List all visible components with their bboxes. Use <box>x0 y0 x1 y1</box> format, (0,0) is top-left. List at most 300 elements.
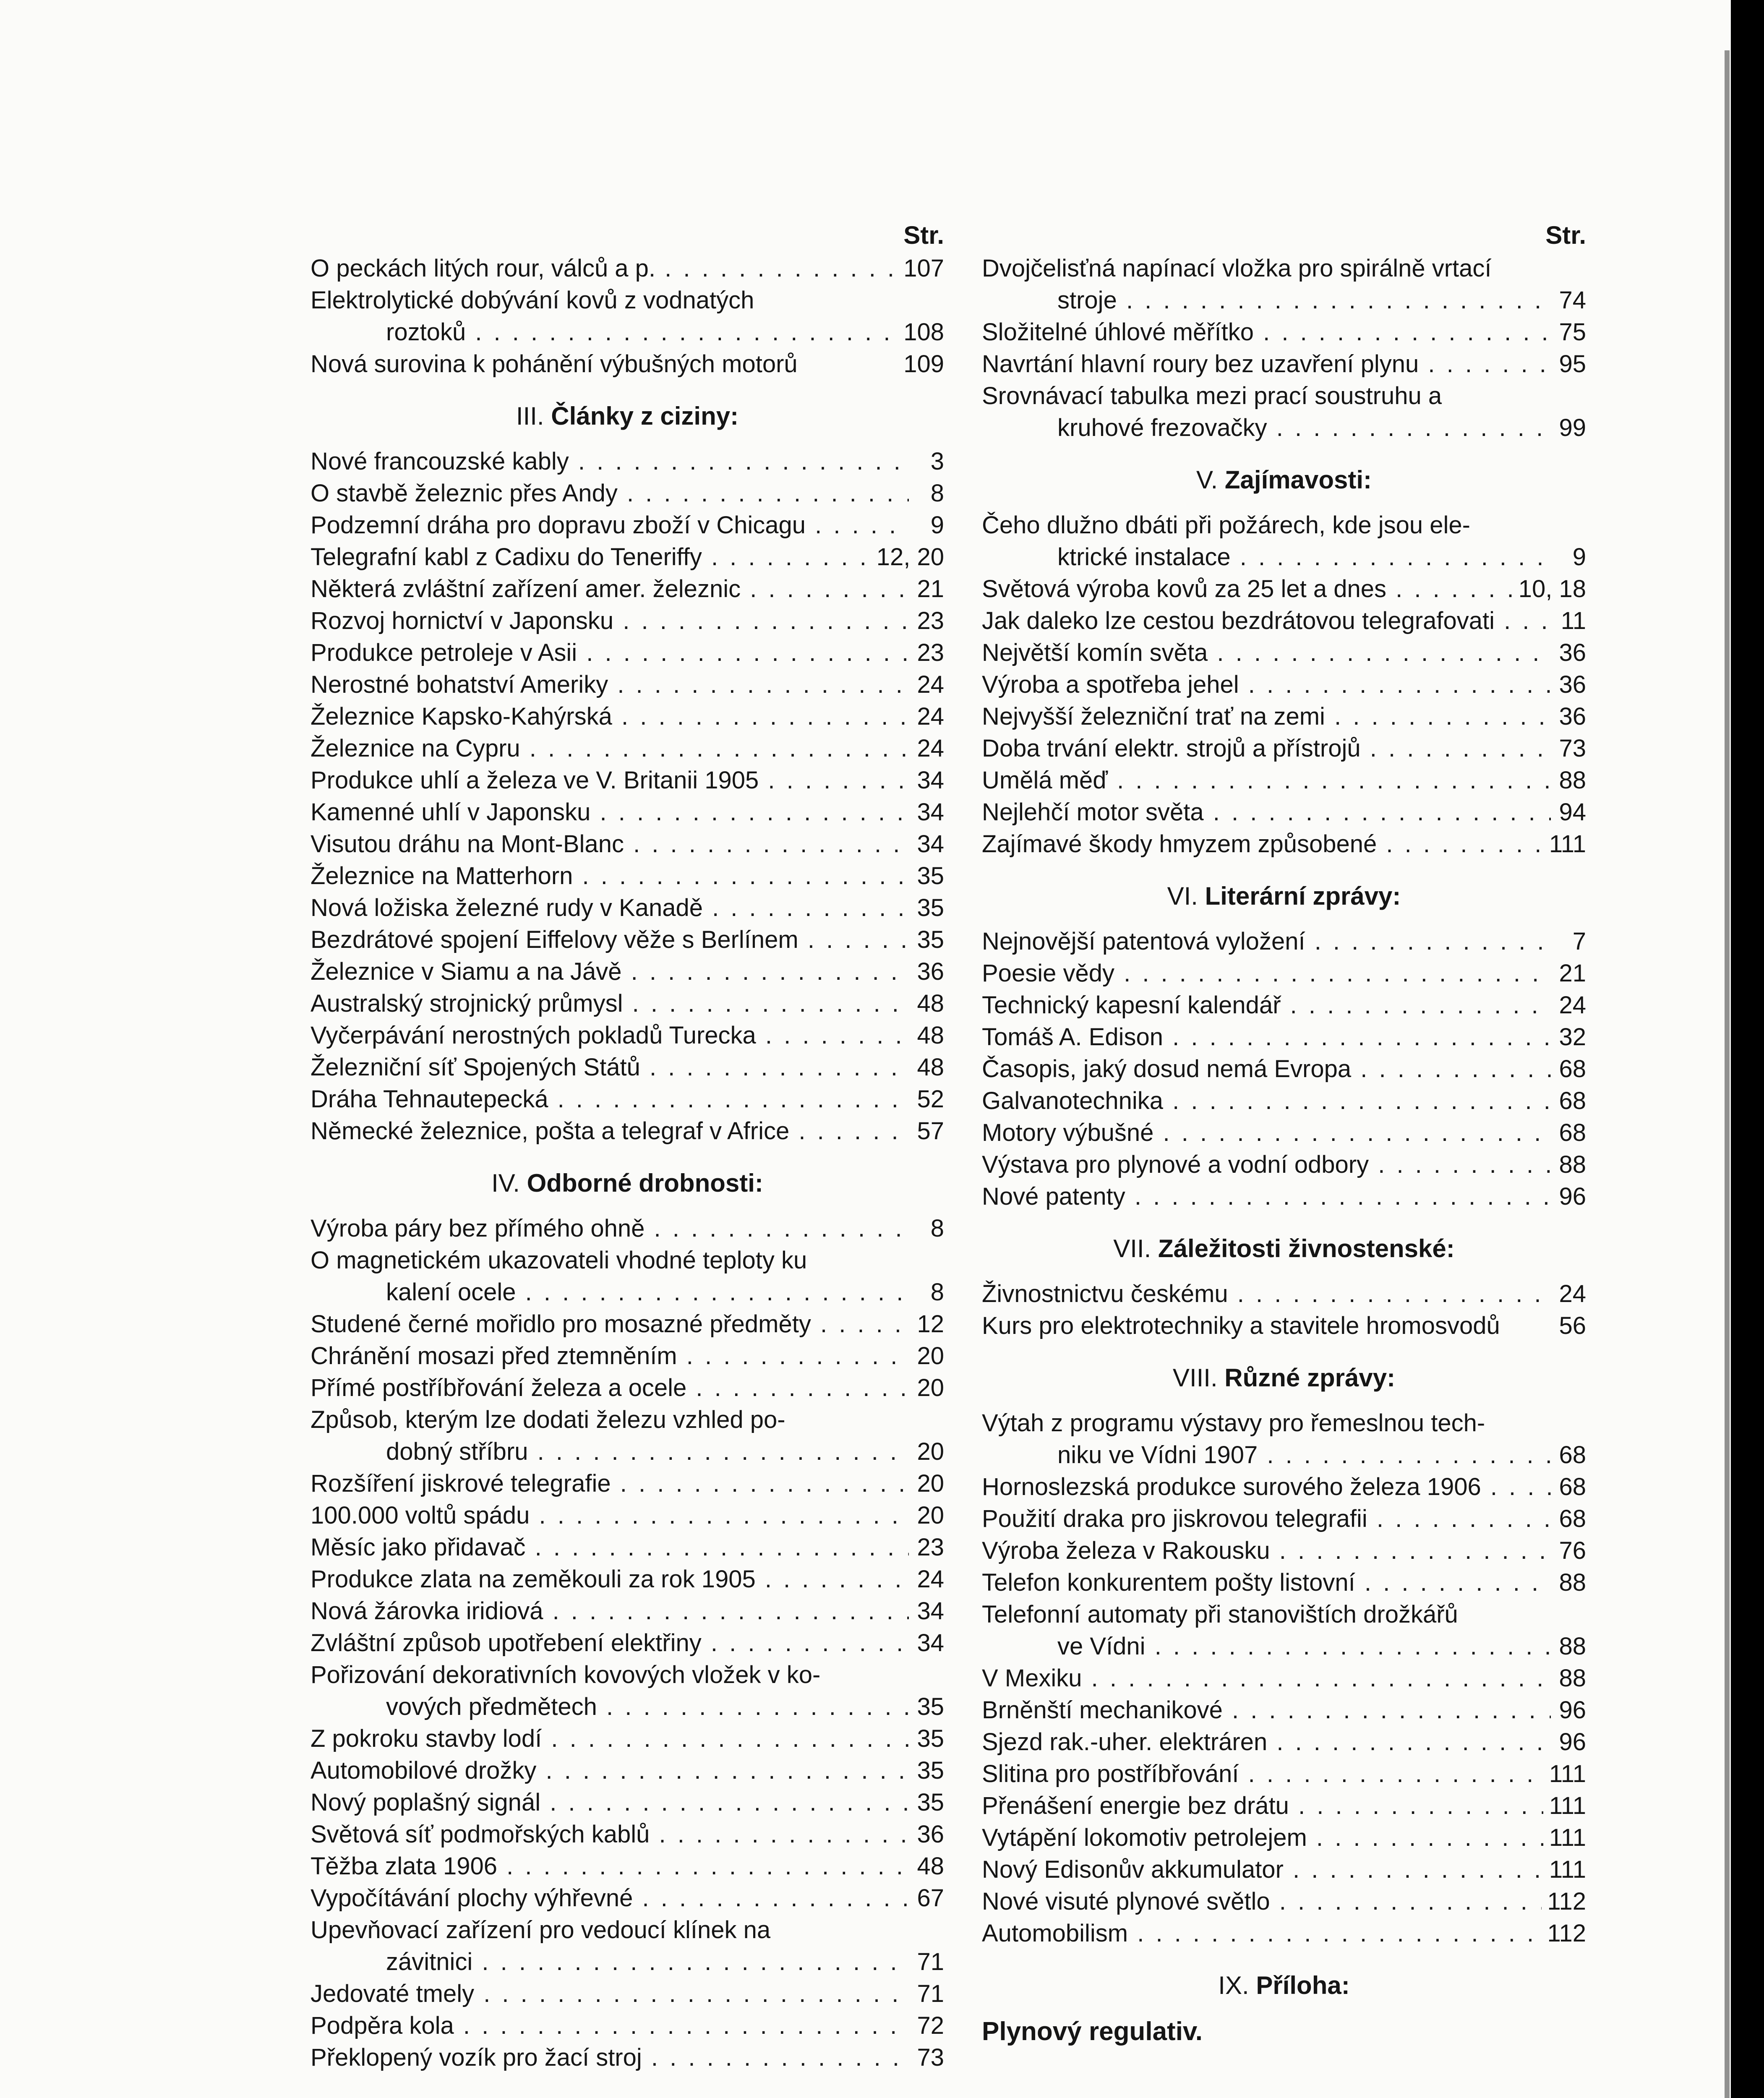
entry-title: Nový poplašný signál . . . <box>311 1787 909 1819</box>
toc-entry <box>311 284 944 348</box>
toc-entry <box>311 637 944 669</box>
entry-title: Podpěra kola . . . <box>311 2010 909 2042</box>
toc-entry <box>311 573 944 605</box>
entry-title: 100.000 voltů spádu . . . <box>311 1500 909 1532</box>
entry-page: 52 <box>909 1083 944 1115</box>
entry-page: 57 <box>909 1115 944 1147</box>
entry-page: 20 <box>909 1340 944 1372</box>
entry-title: Výroba a spotřeba jehel . . . <box>982 669 1551 701</box>
entry-page: 111 <box>1543 828 1586 860</box>
entry-page: 21 <box>1551 958 1586 989</box>
toc-entry <box>311 1914 944 1978</box>
toc-entry <box>311 541 944 573</box>
entry-title-continued: roztoků . . . <box>311 316 898 348</box>
entry-page: 111 <box>1543 1758 1586 1790</box>
page-column-label: Str. <box>903 221 944 249</box>
entry-page: 12, 20 <box>871 541 944 573</box>
entry-page: 35 <box>909 1755 944 1787</box>
entry-title: Výroba páry bez přímého ohně . . . <box>311 1213 909 1245</box>
entry-page: 36 <box>1551 637 1586 669</box>
section-entries <box>311 1213 944 2074</box>
entry-title: Těžba zlata 1906 . . . <box>311 1850 909 1882</box>
entry-title: Železnice v Siamu a na Jávě . . . <box>311 956 909 988</box>
entry-page: 94 <box>1551 796 1586 828</box>
entry-page: 9 <box>1551 541 1586 573</box>
toc-entry <box>982 828 1586 860</box>
toc-entry <box>982 1790 1586 1822</box>
toc-entry <box>311 860 944 892</box>
entry-page: 76 <box>1551 1535 1586 1567</box>
entry-title: Nejvyšší železniční trať na zemi . . . <box>982 701 1551 733</box>
entry-page: 111 <box>1543 1854 1586 1886</box>
section-title: Články z ciziny: <box>551 402 739 430</box>
entry-title-continued: stroje . . . <box>982 284 1551 316</box>
entry-title-continued: dobný stříbru . . . <box>311 1436 909 1468</box>
toc-entry <box>311 509 944 541</box>
section-heading <box>982 1361 1586 1395</box>
toc-entry <box>982 1886 1586 1918</box>
toc-entry <box>311 669 944 701</box>
entry-page: 34 <box>909 1595 944 1627</box>
toc-entry <box>982 1407 1586 1471</box>
entry-title: Telegrafní kabl z Cadixu do Teneriffy . . . <box>311 541 871 573</box>
entry-title: Měsíc jako přidavač . . . <box>311 1532 909 1563</box>
entry-title: Upevňovací zařízení pro vedoucí klínek na <box>311 1916 771 1944</box>
toc-entry <box>982 765 1586 796</box>
toc-entry <box>982 669 1586 701</box>
entry-title: Galvanotechnika . . . <box>982 1085 1551 1117</box>
toc-entry <box>982 1822 1586 1854</box>
section-entries <box>982 926 1586 1213</box>
entry-title-continued: kalení ocele . . . <box>311 1276 909 1308</box>
entry-page: 96 <box>1551 1181 1586 1213</box>
entry-page: 34 <box>909 828 944 860</box>
entry-page: 23 <box>909 605 944 637</box>
toc-entry <box>311 1787 944 1819</box>
section-heading <box>982 879 1586 913</box>
entry-page: 96 <box>1551 1726 1586 1758</box>
entry-title: Telefonní automaty při stanovištích drožkářů <box>982 1601 1458 1628</box>
section-number: IV. <box>491 1169 520 1197</box>
section-entries <box>311 446 944 1147</box>
toc-entry <box>311 2042 944 2074</box>
entry-page: 48 <box>909 1850 944 1882</box>
entry-title: Nejlehčí motor světa . . . <box>982 796 1551 828</box>
entry-title-continued: vových předmětech . . . <box>311 1691 909 1723</box>
entry-title: Vyčerpávání nerostných pokladů Turecka . . . <box>311 1020 909 1052</box>
entry-page: 112 <box>1542 1886 1586 1918</box>
left-column <box>311 218 944 2074</box>
toc-entry <box>982 1085 1586 1117</box>
entry-page: 48 <box>909 1020 944 1052</box>
entry-page: 35 <box>909 892 944 924</box>
entry-title: Železnice na Matterhorn . . . <box>311 860 909 892</box>
entry-page: 88 <box>1551 765 1586 796</box>
toc-entry <box>311 701 944 733</box>
toc-entry <box>311 1052 944 1083</box>
section-title: Záležitosti živnostenské: <box>1158 1234 1455 1263</box>
entry-title: Způsob, kterým lze dodati železu vzhled po- <box>311 1406 785 1433</box>
entry-page: 3 <box>909 446 944 478</box>
toc-entry <box>311 1083 944 1115</box>
entry-page: 21 <box>909 573 944 605</box>
entry-title: Srovnávací tabulka mezi prací soustruhu a <box>982 382 1442 410</box>
entry-page: 23 <box>909 637 944 669</box>
entry-page: 20 <box>909 1468 944 1500</box>
entry-title: Australský strojnický průmysl . . . <box>311 988 909 1020</box>
entry-title: Nové patenty . . . <box>982 1181 1551 1213</box>
toc-entry <box>311 828 944 860</box>
entry-page: 88 <box>1551 1567 1586 1599</box>
entry-title: Výtah z programu výstavy pro řemeslnou tech- <box>982 1409 1485 1437</box>
section-number: III. <box>516 402 544 430</box>
section-title: Různé zprávy: <box>1224 1364 1396 1392</box>
toc-entry <box>311 1595 944 1627</box>
entry-title: Čeho dlužno dbáti při požárech, kde jsou ele- <box>982 511 1470 539</box>
entry-title: Německé železnice, pošta a telegraf v Africe . . . <box>311 1115 909 1147</box>
entry-title: O stavbě železnic přes Andy . . . <box>311 478 909 509</box>
entry-title: Časopis, jaký dosud nemá Evropa . . . <box>982 1053 1551 1085</box>
entry-page: 8 <box>909 1276 944 1308</box>
toc-entry <box>311 1213 944 1245</box>
entry-title: Nová ložiska železné rudy v Kanadě . . . <box>311 892 909 924</box>
entry-page: 23 <box>909 1532 944 1563</box>
entry-title: V Mexiku . . . <box>982 1662 1551 1694</box>
entry-page: 68 <box>1551 1053 1586 1085</box>
toc-entry <box>982 1726 1586 1758</box>
toc-entry <box>982 348 1586 380</box>
entry-title: Železnice Kapsko-Kahýrská . . . <box>311 701 909 733</box>
section-heading <box>311 1166 944 1200</box>
entry-title: Brněnští mechanikové . . . <box>982 1694 1551 1726</box>
section-number: VII. <box>1113 1234 1151 1263</box>
entry-page: 12 <box>909 1308 944 1340</box>
toc-entry <box>311 1532 944 1563</box>
entry-page: 20 <box>909 1372 944 1404</box>
entry-page: 48 <box>909 988 944 1020</box>
entry-page: 68 <box>1551 1471 1586 1503</box>
entry-page: 95 <box>1551 348 1586 380</box>
entry-page: 24 <box>1551 989 1586 1021</box>
entry-title: Nové visuté plynové světlo . . . <box>982 1886 1542 1918</box>
toc-entry <box>311 1404 944 1468</box>
entry-title: Živnostnictvu českému . . . <box>982 1278 1551 1310</box>
entry-title: Poesie vědy . . . <box>982 958 1551 989</box>
entry-page: 99 <box>1551 412 1586 444</box>
entry-title: Z pokroku stavby lodí . . . <box>311 1723 909 1755</box>
entry-page: 112 <box>1542 1918 1586 1949</box>
entry-title: Automobilové drožky . . . <box>311 1755 909 1787</box>
toc-entry <box>311 1115 944 1147</box>
entry-title: Nejnovější patentová vyložení . . . <box>982 926 1551 958</box>
entry-title: Nová surovina k pohánění výbušných motorů <box>311 350 798 378</box>
toc-entry <box>982 701 1586 733</box>
entry-page: 24 <box>909 1563 944 1595</box>
entry-title-continued: niku ve Vídni 1907 . . . <box>982 1439 1551 1471</box>
entry-page: 24 <box>909 669 944 701</box>
entry-page: 7 <box>1551 926 1586 958</box>
scan-edge-line <box>1725 50 1730 2098</box>
toc-entry <box>982 605 1586 637</box>
entry-page: 36 <box>1551 701 1586 733</box>
entry-page: 74 <box>1551 284 1586 316</box>
entry-title: Bezdrátové spojení Eiffelovy věže s Berlínem . . . <box>311 924 909 956</box>
entry-page: 35 <box>909 1691 944 1723</box>
entry-page: 68 <box>1551 1085 1586 1117</box>
entry-title: Hornoslezská produkce surového železa 1906 . . . <box>982 1471 1551 1503</box>
toc-entry <box>311 1340 944 1372</box>
entry-page: 34 <box>909 1627 944 1659</box>
entry-title: Technický kapesní kalendář . . . <box>982 989 1551 1021</box>
entry-title: Kurs pro elektrotechniky a stavitele hromosvodů <box>982 1312 1500 1339</box>
entry-title: Zvláštní způsob upotřebení elektřiny . . . <box>311 1627 909 1659</box>
toc-entry <box>982 1758 1586 1790</box>
toc-entry <box>982 1503 1586 1535</box>
entry-title: O magnetickém ukazovateli vhodné teploty ku <box>311 1247 807 1274</box>
entry-page: 36 <box>909 956 944 988</box>
toc-entry <box>311 1372 944 1404</box>
toc-entry <box>982 380 1586 444</box>
entry-page: 35 <box>909 924 944 956</box>
entry-page: 24 <box>909 733 944 765</box>
entry-page: 108 <box>898 316 944 348</box>
right-column <box>982 218 1586 2048</box>
entry-page: 8 <box>909 478 944 509</box>
entry-title: Překlopený vozík pro žací stroj . . . <box>311 2042 909 2074</box>
toc-entry <box>311 1882 944 1914</box>
toc-entry <box>311 1819 944 1850</box>
toc-entry <box>311 1308 944 1340</box>
toc-entry <box>982 1662 1586 1694</box>
entry-page: 68 <box>1551 1439 1586 1471</box>
entry-title: Podzemní dráha pro dopravu zboží v Chicagu . . . <box>311 509 909 541</box>
section-entries <box>982 1407 1586 1949</box>
section-heading <box>311 399 944 433</box>
section-heading <box>982 463 1586 497</box>
entry-title: Studené černé mořidlo pro mosazné předměty . . . <box>311 1308 909 1340</box>
toc-entry <box>982 1053 1586 1085</box>
toc-entry <box>311 1245 944 1308</box>
entry-page: 36 <box>1551 669 1586 701</box>
entry-title: Dvojčelisťná napínací vložka pro spirálně vrtací <box>982 255 1492 282</box>
entry-title: Motory výbušné . . . <box>982 1117 1551 1149</box>
section-heading <box>982 1969 1586 2002</box>
entry-title: Tomáš A. Edison . . . <box>982 1021 1551 1053</box>
entry-title: O peckách litých rour, válců a p. . . . <box>311 253 898 284</box>
entry-page: 88 <box>1551 1631 1586 1662</box>
entry-title: Doba trvání elektr. strojů a přístrojů . . . <box>982 733 1551 765</box>
entry-title: Použití draka pro jiskrovou telegrafii . . . <box>982 1503 1551 1535</box>
toc-entry <box>311 1850 944 1882</box>
toc-entry <box>311 605 944 637</box>
appendix-title: Plynový regulativ. <box>982 2017 1203 2046</box>
entry-page: 20 <box>909 1500 944 1532</box>
section-number: VIII. <box>1172 1364 1218 1392</box>
toc-entry <box>982 1599 1586 1662</box>
toc-entry <box>982 796 1586 828</box>
entry-title: Jedovaté tmely . . . <box>311 1978 909 2010</box>
toc-entry <box>311 1500 944 1532</box>
entry-page: 24 <box>909 701 944 733</box>
entry-title: Jak daleko lze cestou bezdrátovou telegrafovati . . . <box>982 605 1551 637</box>
entry-title: Umělá měď . . . <box>982 765 1551 796</box>
toc-entry <box>982 1694 1586 1726</box>
entry-page: 34 <box>909 796 944 828</box>
section-number: V. <box>1196 466 1218 494</box>
entry-page: 36 <box>909 1819 944 1850</box>
entry-title: Vytápění lokomotiv petrolejem . . . <box>982 1822 1543 1854</box>
toc-entry <box>311 253 944 284</box>
entry-title: Největší komín světa . . . <box>982 637 1551 669</box>
entry-title: Výstava pro plynové a vodní odbory . . . <box>982 1149 1551 1181</box>
entry-title: Nové francouzské kably . . . <box>311 446 909 478</box>
entry-title: Přenášení energie bez drátu . . . <box>982 1790 1543 1822</box>
entry-page: 109 <box>898 348 944 380</box>
toc-entry <box>311 1978 944 2010</box>
toc-entry <box>982 733 1586 765</box>
entry-page: 8 <box>909 1213 944 1245</box>
section-title: Literární zprávy: <box>1205 882 1401 910</box>
toc-entry <box>311 1723 944 1755</box>
toc-entry <box>982 1149 1586 1181</box>
toc-entry <box>311 892 944 924</box>
entry-page: 10, 18 <box>1513 573 1586 605</box>
section-title: Příloha: <box>1256 1971 1350 1999</box>
entry-page: 73 <box>909 2042 944 2074</box>
toc-entry <box>982 958 1586 989</box>
entry-title: Nerostné bohatství Ameriky . . . <box>311 669 909 701</box>
entry-title: Sjezd rak.-uher. elektráren . . . <box>982 1726 1551 1758</box>
entry-page: 35 <box>909 1787 944 1819</box>
entry-title: Visutou dráhu na Mont-Blanc . . . <box>311 828 909 860</box>
entry-title: Některá zvláštní zařízení amer. železnic . . . <box>311 573 909 605</box>
toc-entry <box>311 478 944 509</box>
entry-page: 35 <box>909 1723 944 1755</box>
entry-page: 75 <box>1551 316 1586 348</box>
entry-page: 88 <box>1551 1662 1586 1694</box>
toc-entry <box>311 1563 944 1595</box>
toc-entry <box>982 1117 1586 1149</box>
entry-page: 56 <box>1551 1310 1586 1342</box>
toc-entry <box>982 1854 1586 1886</box>
entry-title: Chránění mosazi před ztemněním . . . <box>311 1340 909 1372</box>
toc-entry <box>311 988 944 1020</box>
toc-entry <box>982 1310 1586 1342</box>
entry-page: 11 <box>1551 605 1586 637</box>
toc-entry <box>982 1278 1586 1310</box>
entry-title: Světová výroba kovů za 25 let a dnes . . . <box>982 573 1513 605</box>
entry-page: 35 <box>909 860 944 892</box>
entry-title: Rozvoj hornictví v Japonsku . . . <box>311 605 909 637</box>
toc-entry <box>311 956 944 988</box>
toc-entry <box>982 1918 1586 1949</box>
toc-entry <box>311 348 944 380</box>
toc-entry <box>311 1659 944 1723</box>
toc-entry <box>311 1755 944 1787</box>
entry-title-continued: závitnici . . . <box>311 1946 909 1978</box>
section-entries <box>982 509 1586 860</box>
entry-page: 107 <box>898 253 944 284</box>
entry-title: Složitelné úhlové měřítko . . . <box>982 316 1551 348</box>
entry-page: 73 <box>1551 733 1586 765</box>
entry-title: Produkce uhlí a železa ve V. Britanii 1905 . . . <box>311 765 909 796</box>
entry-page: 111 <box>1543 1790 1586 1822</box>
entry-page: 68 <box>1551 1117 1586 1149</box>
toc-entry <box>311 924 944 956</box>
toc-entry <box>982 316 1586 348</box>
entry-page: 32 <box>1551 1021 1586 1053</box>
toc-entry <box>982 1471 1586 1503</box>
entry-title: Dráha Tehnautepecká . . . <box>311 1083 909 1115</box>
entry-title: Výroba železa v Rakousku . . . <box>982 1535 1551 1567</box>
toc-entry <box>311 446 944 478</box>
entry-title: Nový Edisonův akkumulator . . . <box>982 1854 1543 1886</box>
continued-entries <box>311 253 944 380</box>
entry-title: Pořizování dekorativních kovových vložek v ko- <box>311 1661 821 1688</box>
section-title: Zajímavosti: <box>1224 466 1372 494</box>
toc-entry <box>982 1181 1586 1213</box>
entry-page: 111 <box>1543 1822 1586 1854</box>
toc-entry <box>311 796 944 828</box>
entry-page: 68 <box>1551 1503 1586 1535</box>
continued-entries <box>982 253 1586 444</box>
entry-title: Rozšíření jiskrové telegrafie . . . <box>311 1468 909 1500</box>
section-number: VI. <box>1167 882 1198 910</box>
toc-entry <box>982 1567 1586 1599</box>
toc-entry <box>311 2010 944 2042</box>
toc-entry <box>982 509 1586 573</box>
entry-page: 96 <box>1551 1694 1586 1726</box>
entry-page: 72 <box>909 2010 944 2042</box>
entry-page: 48 <box>909 1052 944 1083</box>
toc-entry <box>982 573 1586 605</box>
toc-entry <box>982 1535 1586 1567</box>
entry-page: 67 <box>909 1882 944 1914</box>
entry-title: Telefon konkurentem pošty listovní . . . <box>982 1567 1551 1599</box>
toc-entry <box>982 1021 1586 1053</box>
toc-entry <box>982 253 1586 316</box>
toc-entry <box>311 1627 944 1659</box>
entry-title: Slitina pro postříbřování . . . <box>982 1758 1543 1790</box>
entry-title: Produkce petroleje v Asii . . . <box>311 637 909 669</box>
toc-entry <box>311 1020 944 1052</box>
toc-entry <box>311 733 944 765</box>
entry-title-continued: ktrické instalace . . . <box>982 541 1551 573</box>
entry-title: Navrtání hlavní roury bez uzavření plynu . . . <box>982 348 1551 380</box>
toc-entry <box>982 926 1586 958</box>
entry-title: Produkce zlata na zeměkouli za rok 1905 . . . <box>311 1563 909 1595</box>
section-heading <box>982 1232 1586 1266</box>
section-number: IX. <box>1218 1971 1249 1999</box>
toc-entry <box>311 1468 944 1500</box>
entry-page: 24 <box>1551 1278 1586 1310</box>
entry-title: Železnice na Cypru . . . <box>311 733 909 765</box>
entry-page: 71 <box>909 1946 944 1978</box>
section-entries <box>982 1278 1586 1342</box>
toc-entry <box>982 637 1586 669</box>
entry-title: Železniční síť Spojených Států . . . <box>311 1052 909 1083</box>
entry-title: Nová žárovka iridiová . . . <box>311 1595 909 1627</box>
page-column-label: Str. <box>1545 221 1586 249</box>
entry-page: 71 <box>909 1978 944 2010</box>
entry-title: Kamenné uhlí v Japonsku . . . <box>311 796 909 828</box>
entry-title: Elektrolytické dobývání kovů z vodnatých <box>311 287 754 314</box>
entry-page: 9 <box>909 509 944 541</box>
entry-page: 34 <box>909 765 944 796</box>
toc-entry <box>982 989 1586 1021</box>
entry-title: Vypočítávání plochy výhřevné . . . <box>311 1882 909 1914</box>
section-title: Odborné drobnosti: <box>527 1169 763 1197</box>
